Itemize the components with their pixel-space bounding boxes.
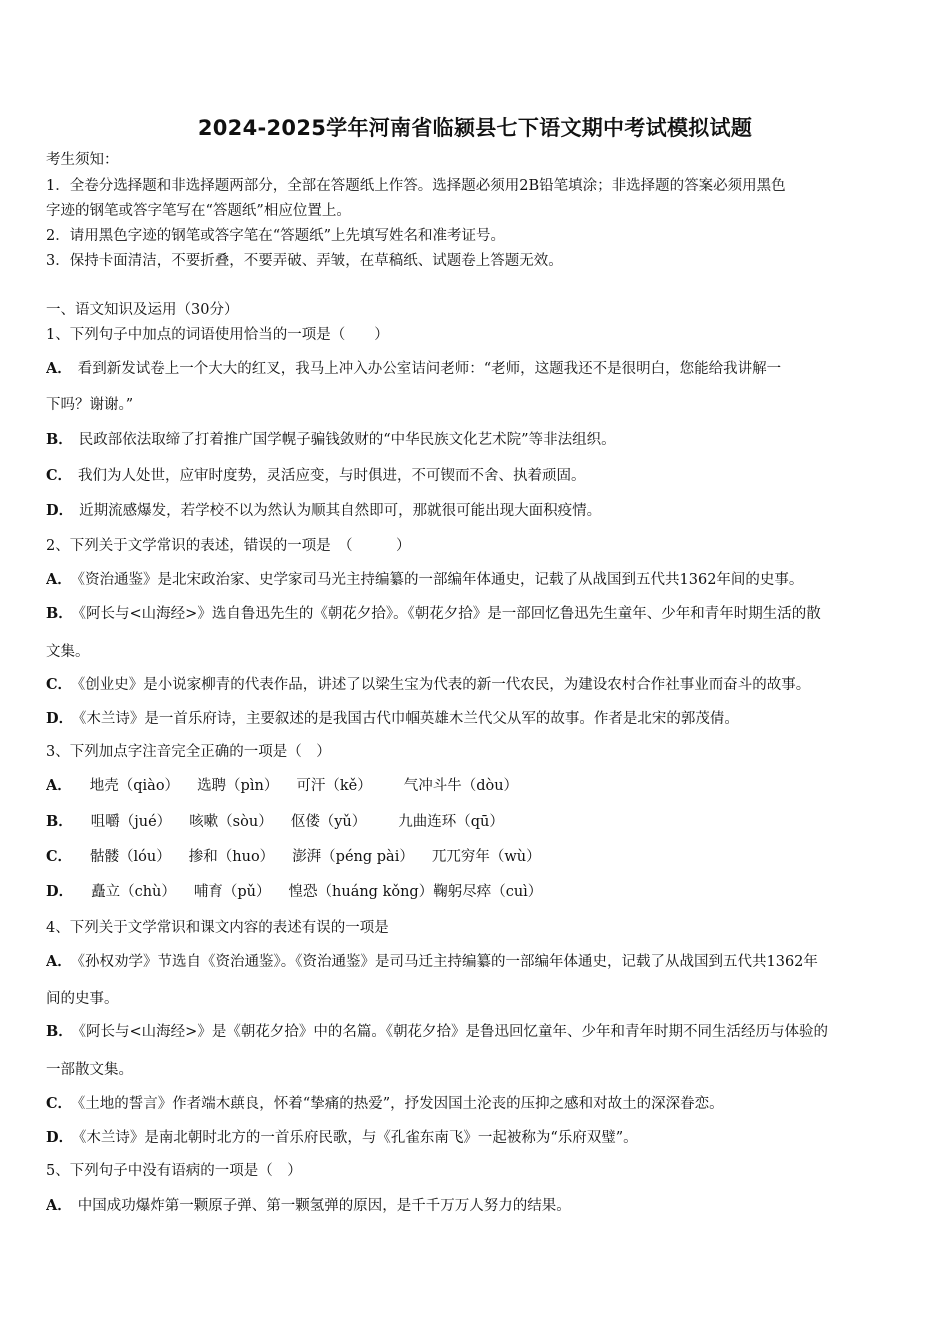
option-label: B． xyxy=(46,605,73,622)
option-label: A． xyxy=(46,1197,72,1214)
option-text: 《木兰诗》是南北朝时北方的一首乐府民歌，与《孔雀东南飞》一起被称为“乐府双璧”。 xyxy=(79,1130,638,1146)
option-label: B． xyxy=(46,431,73,448)
q4-option-b-cont: 一部散文集。 xyxy=(46,1062,133,1078)
option-label: D． xyxy=(46,883,74,900)
option-label: C． xyxy=(46,1095,73,1112)
q3-option-c xyxy=(46,847,916,867)
notice-line: 2．请用黑色字迹的钢笔或答字笔在“答题纸”上先填写姓名和准考证号。 xyxy=(46,228,506,244)
option-label: D． xyxy=(46,710,74,727)
option-text: 《阿长与<山海经>》选自鲁迅先生的《朝花夕拾》。《朝花夕拾》是一部回忆鲁迅先生童年、少年和青年时期生活的散 xyxy=(78,606,821,622)
option-label: B． xyxy=(46,813,73,830)
section-heading: 一、语文知识及运用（30分） xyxy=(46,302,239,318)
notice-line: 1．全卷分选择题和非选择题两部分，全部在答题纸上作答。选择题必须用2B铅笔填涂；非选择题的答案必须用黑色 xyxy=(46,178,786,194)
question-3-stem: 3、下列加点字注音完全正确的一项是（ ） xyxy=(46,744,331,760)
pinyin-item: 矗立（chù） xyxy=(91,884,176,900)
pinyin-item: 澎湃（péng pài） xyxy=(292,849,414,865)
pinyin-item: 九曲连环（qū） xyxy=(398,814,504,830)
question-5-stem: 5、下列句子中没有语病的一项是（ ） xyxy=(46,1163,302,1179)
option-label: A． xyxy=(46,360,72,377)
option-text: 《创业史》是小说家柳青的代表作品，讲述了以梁生宝为代表的新一代农民，为建设农村合作社事业而奋斗的故事。 xyxy=(78,677,811,693)
option-label: C． xyxy=(46,848,73,865)
option-label: D． xyxy=(46,1129,74,1146)
option-label: A． xyxy=(46,777,72,794)
option-text: 《孙权劝学》节选自《资治通鉴》。《资治通鉴》是司马迁主持编纂的一部编年体通史，记载了从战国到五代共1362年 xyxy=(77,954,818,970)
option-text: 中国成功爆炸第一颗原子弹、第一颗氢弹的原因，是千千万万人努力的结果。 xyxy=(77,1198,571,1214)
q2-option-b xyxy=(46,604,916,624)
option-text: 我们为人处世，应审时度势，灵活应变，与时俱进，不可锲而不舍、执着顽固。 xyxy=(78,468,586,484)
option-text: 看到新发试卷上一个大大的红叉，我马上冲入办公室诘问老师：“老师，这题我还不是很明白，您能给我讲解一 xyxy=(77,361,782,377)
pinyin-item: 咳嗽（sòu） xyxy=(189,814,273,830)
option-label: B． xyxy=(46,1023,73,1040)
notice-heading: 考生须知： xyxy=(46,152,119,168)
pinyin-item: 掺和（huo） xyxy=(188,849,275,865)
option-text: 《资治通鉴》是北宋政治家、史学家司马光主持编纂的一部编年体通史，记载了从战国到五代共1362年间的史事。 xyxy=(77,572,804,588)
option-label: A． xyxy=(46,571,72,588)
pinyin-item: 可汗（kě） xyxy=(296,778,372,794)
q1-option-a-cont: 下吗？谢谢。” xyxy=(46,397,134,413)
option-text: 民政部依法取缔了打着推广国学幌子骗钱敛财的“中华民族文化艺术院”等非法组织。 xyxy=(78,432,616,448)
option-label: A． xyxy=(46,953,72,970)
question-1-stem: 1、下列句子中加点的词语使用恰当的一项是（ ） xyxy=(46,327,389,343)
q1-option-b xyxy=(46,430,916,450)
option-text: 近期流感爆发，若学校不以为然认为顺其自然即可，那就很可能出现大面积疫情。 xyxy=(79,503,602,519)
pinyin-item: 兀兀穷年（wù） xyxy=(431,849,541,865)
q3-option-b xyxy=(46,812,916,832)
q2-option-c xyxy=(46,675,916,695)
q2-option-b-cont: 文集。 xyxy=(46,644,90,660)
q5-option-a xyxy=(46,1196,916,1216)
q4-option-c xyxy=(46,1094,916,1114)
page-title: 2024-2025学年河南省临颍县七下语文期中考试模拟试题 xyxy=(197,116,753,140)
pinyin-item: 伛偻（yǔ） xyxy=(290,814,367,830)
q2-option-d xyxy=(46,709,916,729)
q3-option-a xyxy=(46,776,916,796)
q3-option-d xyxy=(46,882,916,902)
notice-line: 字迹的钢笔或答字笔写在“答题纸”相应位置上。 xyxy=(46,203,351,219)
pinyin-item: 气冲斗牛（dòu） xyxy=(403,778,519,794)
option-label: C． xyxy=(46,676,73,693)
option-text: 《木兰诗》是一首乐府诗，主要叙述的是我国古代巾帼英雄木兰代父从军的故事。作者是北宋的郭茂倩。 xyxy=(79,711,739,727)
q1-option-c xyxy=(46,466,916,486)
question-2-stem: 2、下列关于文学常识的表述，错误的一项是 （ ） xyxy=(46,538,411,554)
notice-line: 3．保持卡面清洁，不要折叠，不要弄破、弄皱，在草稿纸、试题卷上答题无效。 xyxy=(46,253,563,269)
pinyin-item: 惶恐（huáng kǒng）鞠躬尽瘁（cuì） xyxy=(288,884,543,900)
pinyin-item: 咀嚼（jué） xyxy=(90,814,172,830)
pinyin-item: 选聘（pìn） xyxy=(197,778,279,794)
q2-option-a xyxy=(46,570,916,590)
q4-option-a xyxy=(46,952,916,972)
option-label: C． xyxy=(46,467,73,484)
q4-option-d xyxy=(46,1128,916,1148)
option-label: D． xyxy=(46,502,74,519)
question-4-stem: 4、下列关于文学常识和课文内容的表述有误的一项是 xyxy=(46,920,389,936)
pinyin-item: 地壳（qiào） xyxy=(89,778,180,794)
q1-option-d xyxy=(46,501,916,521)
q4-option-b xyxy=(46,1022,916,1042)
q4-option-a-cont: 间的史事。 xyxy=(46,991,119,1007)
option-text: 《土地的誓言》作者端木蕻良，怀着“挚痛的热爱”，抒发因国土沦丧的压抑之感和对故土的深深眷恋。 xyxy=(78,1096,724,1112)
pinyin-item: 哺育（pǔ） xyxy=(193,884,271,900)
q1-option-a xyxy=(46,359,916,379)
pinyin-item: 骷髅（lóu） xyxy=(90,849,171,865)
option-text: 《阿长与<山海经>》是《朝花夕拾》中的名篇。《朝花夕拾》是鲁迅回忆童年、少年和青年时期不同生活经历与体验的 xyxy=(78,1024,829,1040)
